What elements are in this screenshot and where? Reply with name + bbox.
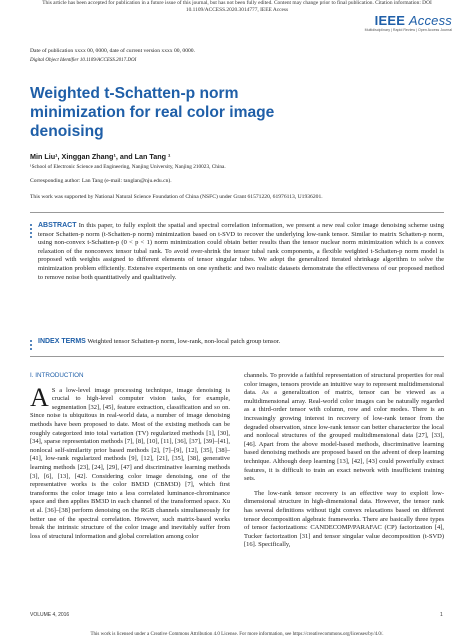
left-column <box>30 372 230 541</box>
intro-paragraph-2: channels. To provide a faithful representation of structural properties for real color images, tensors provide an intuitive way to represent multidimensional data. As a generalization of matrix, tensor can be viewed as a multidimensional array. Real-world color images can be naturally regarded as a third-order tensor with column, row and color modes. There is an increasingly growing interest in recovery of low-rank tensor from the degraded observation, since low-rank tensor can better characterize the local and nonlocal structures of the grouped multidimensional data [27], [33], [46]. Apart from the above model-based methods, discriminative learning based denoising methods are proposed based on the advent of deep learning technique. Although deep learning [13], [42], [43] could powerfully extract features, it is difficult to train an exact network with insufficient training sets. <box>244 372 444 483</box>
publication-notice-line1: This article has been accepted for publication in a future issue of this journal, but has not been fully edited. Content may change prior to final publication. Citation information: DOI <box>42 0 432 6</box>
divider-top <box>30 212 444 213</box>
publication-notice-line2: 10.1109/ACCESS.2020.3014777, IEEE Access <box>185 6 289 13</box>
paper-title: Weighted t-Schatten-p norm minimization for real color image denoising <box>30 85 275 140</box>
divider-bottom <box>30 356 444 357</box>
intro-paragraph-1 <box>30 382 230 542</box>
index-terms <box>38 338 280 345</box>
intro-text-left: S a low-level image processing technique, image denoising is crucial to high-level computer vision tasks, for example, segmentation [32], [45], feature extraction, classification and so on. Since noise is ubiquitous in real-world data, a number of image denoising methods have been proposed to date. Most of the existing methods can be roughly categorized into total variation (TV) regularized methods [1], [30], [34], sparse representation methods [7], [8], [10], [11], [36], [37], [39]–[41], nonlocal self-similarity prior based methods [2], [7]–[9], [12], [35], [38]–[41], low-rank regularized methods [9], [12], [21], [35], [38], generative learning methods [23], [24], [29], [47] and discriminative learning methods [3], [6], [13], [42]. Considering color image denoising, one of the representative works is the color BM3D (CBM3D) [7], which first transforms the color image into a less correlated luminance-chrominance space and then applies BM3D in each channel of the transformed space. Xu et al. [36]–[38] perform denoising on the RGB channels simultaneously for better use of the spectral correlation. However, such matrix-based works break the intrinsic structure of the color image and inevitably suffer from loss of structural information and global correlation among color <box>30 386 230 540</box>
affiliation: ¹School of Electronic Science and Engineering, Nanjing University, Nanjing 210023, China. <box>30 164 226 170</box>
publication-notice <box>0 0 474 13</box>
introduction-heading: I. INTRODUCTION <box>30 372 84 379</box>
index-terms-text: Weighted tensor Schatten-p norm, low-rank, non-local patch group tensor. <box>87 338 281 345</box>
index-terms-heading: INDEX TERMS <box>38 338 86 345</box>
abstract-text: In this paper, to fully exploit the spatial and spectral correlation information, we present a new real color image denoising scheme using tensor Schatten-p norm (t-Schatten-p norm) minimization based on t-SVD to recover the underlying low-rank tensor. Similar to matrix Schatten-p norm, using non-convex t-Schatten-p (0 < p < 1) norm minimization could obtain better results than the tensor nuclear norm minimization which is a convex relaxation of the nonconvex tensor tubal rank. To avoid over-shrink the tensor tubal rank components, a flexible weighted t-Schatten-p norm model is proposed with weights assigned to different elements of tensor singular tubes. We adopt the generalized iterated shrinkage algorithm to solve the minimization problem efficiently. Extensive experiments on one synthetic and two realistic datasets demonstrate the effectiveness of our proposed method to remove noise both quantitatively and qualitatively. <box>38 222 445 281</box>
funding-note: This work was supported by National Natural Science Foundation of China (NSFC) under Grant 61571220, 61976113, U1936201. <box>30 194 323 200</box>
logo-access: Access <box>408 13 452 28</box>
abstract-block <box>38 222 444 282</box>
logo-tagline: Multidisciplinary | Rapid Review | Open Access Journal <box>364 28 452 32</box>
logo-ieee: IEEE <box>374 13 406 28</box>
volume-label: VOLUME 4, 2016 <box>30 612 70 618</box>
drop-cap: A <box>30 382 49 412</box>
publication-dates: Date of publication xxxx 00, 0000, date of current version xxxx 00, 0000. <box>30 48 195 54</box>
abstract-heading: ABSTRACT <box>38 222 77 229</box>
logo-wordmark <box>365 13 452 28</box>
intro-paragraph-3: The low-rank tensor recovery is an effective way to exploit low-dimensional structure in high-dimensional data. However, the tensor rank has several definitions without tight convex relaxations based on different tensor decomposition algebraic frameworks. There are basically three types of tensor factorizations: CANDECOMP/PARAFAC (CP) factorization [4], Tucker factorization [31] and tensor singular value decomposition (t-SVD) [16]. Specifically, <box>244 489 444 549</box>
index-terms-marker <box>30 340 34 352</box>
license-note: This work is licensed under a Creative Commons Attribution 4.0 License. For more information, see https://creativecommons.org/licenses/by/4.0/. <box>90 632 384 637</box>
abstract-marker <box>30 224 34 240</box>
right-column <box>244 372 444 550</box>
corresponding-author: Corresponding author: Lan Tang (e-mail: tanglan@nju.edu.cn). <box>30 178 172 184</box>
doi-line: Digital Object Identifier 10.1109/ACCESS.2017.DOI <box>30 58 137 63</box>
page-number: 1 <box>440 612 443 618</box>
ieee-access-logo <box>365 13 452 32</box>
author-list: Min Liu¹, Xinggan Zhang¹, and Lan Tang ¹ <box>30 152 171 161</box>
